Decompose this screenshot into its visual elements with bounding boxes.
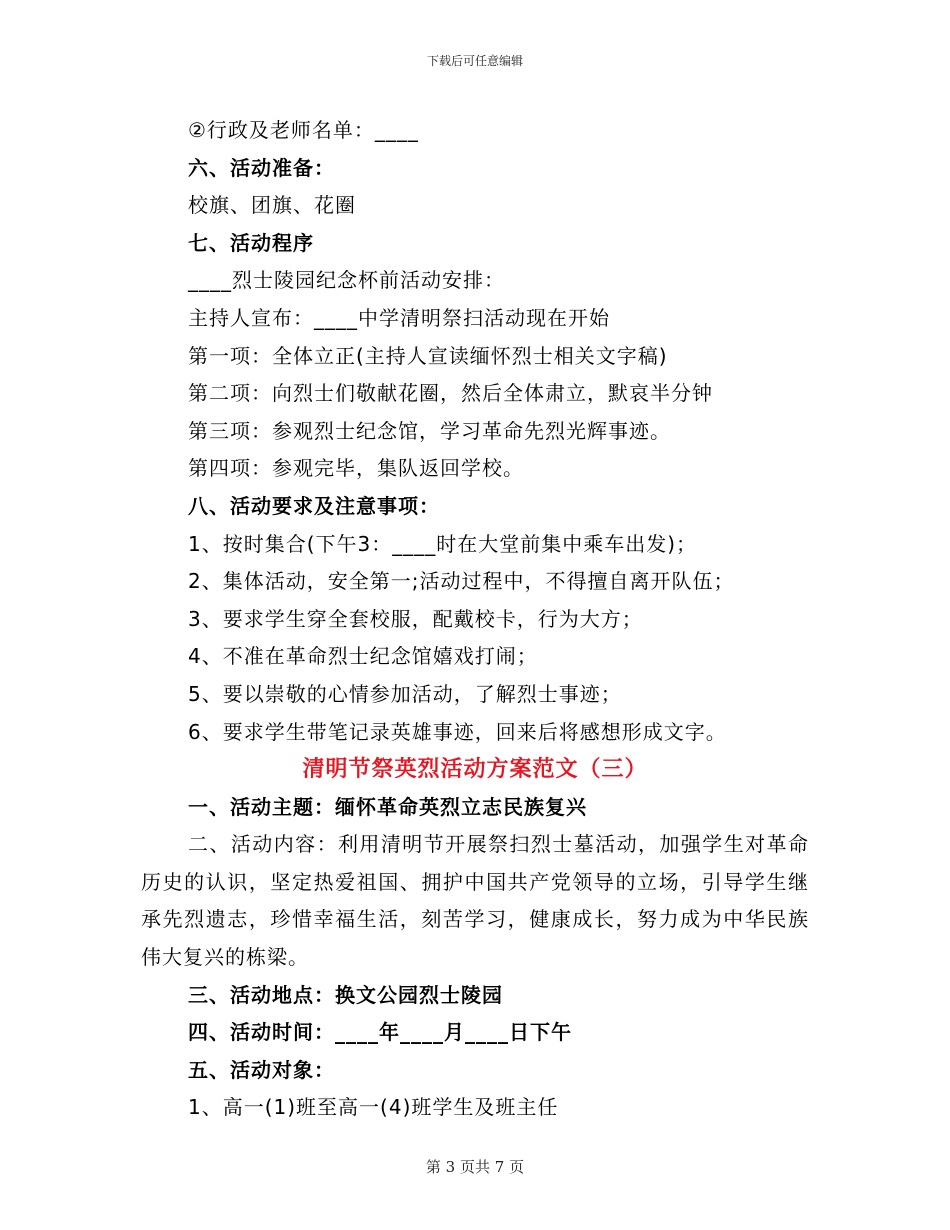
page-header: 下载后可任意编辑 [426, 54, 523, 68]
list-item: 6、要求学生带笔记录英雄事迹，回来后将感想形成文字。 [188, 719, 727, 744]
list-item: 2、集体活动，安全第一;活动过程中，不得擅自离开队伍； [188, 569, 735, 594]
text-line: ②行政及老师名单：____ [188, 118, 419, 142]
list-item: 5、要以崇敬的心情参加活动，了解烈士事迹； [188, 681, 622, 706]
text-line: 第二项：向烈士们敬献花圈，然后全体肃立，默哀半分钟 [188, 381, 713, 406]
text-line: ____烈士陵园纪念杯前活动安排： [188, 268, 505, 293]
list-item: 1、高一(1)班至高一(4)班学生及班主任 [188, 1095, 559, 1120]
document-body [141, 112, 809, 1127]
text-line: 主持人宣布：____中学清明祭扫活动现在开始 [188, 305, 610, 330]
section-heading: 五、活动对象： [188, 1057, 335, 1082]
section-heading: 三、活动地点：换文公园烈士陵园 [188, 982, 503, 1007]
list-item: 4、不准在革命烈士纪念馆嬉戏打闹； [188, 644, 538, 669]
section-heading: 四、活动时间：____年____月____日下午 [188, 1020, 572, 1045]
list-item: 1、按时集合(下午3：____时在大堂前集中乘车出发)； [188, 531, 698, 556]
text-line: 第四项：参观完毕，集队返回学校。 [188, 456, 524, 481]
section-heading: 一、活动主题：缅怀革命英烈立志民族复兴 [188, 794, 587, 819]
list-item: 3、要求学生穿全套校服，配戴校卡，行为大方； [188, 606, 643, 631]
text-line: 第三项：参观烈士纪念馆，学习革命先烈光辉事迹。 [188, 418, 671, 443]
section-heading: 六、活动准备： [188, 155, 335, 180]
content-paragraph: 二、活动内容：利用清明节开展祭扫烈士墓活动，加强学生对革命历史的认识，坚定热爱祖国、拥护中国共产党领导的立场，引导学生继承先烈遗志，珍惜幸福生活，刻苦学习，健康成长，努力成为中华民族伟大复兴的栋梁。 [141, 832, 809, 970]
text-line: 校旗、团旗、花圈 [188, 193, 356, 218]
section-heading: 七、活动程序 [188, 230, 314, 255]
page-footer: 第 3 页共 7 页 [425, 1158, 525, 1176]
section-heading: 八、活动要求及注意事项： [188, 493, 440, 518]
text-line: 第一项：全体立正(主持人宣读缅怀烈士相关文字稿) [188, 343, 668, 368]
section-title: 清明节祭英烈活动方案范文（三） [302, 757, 648, 783]
